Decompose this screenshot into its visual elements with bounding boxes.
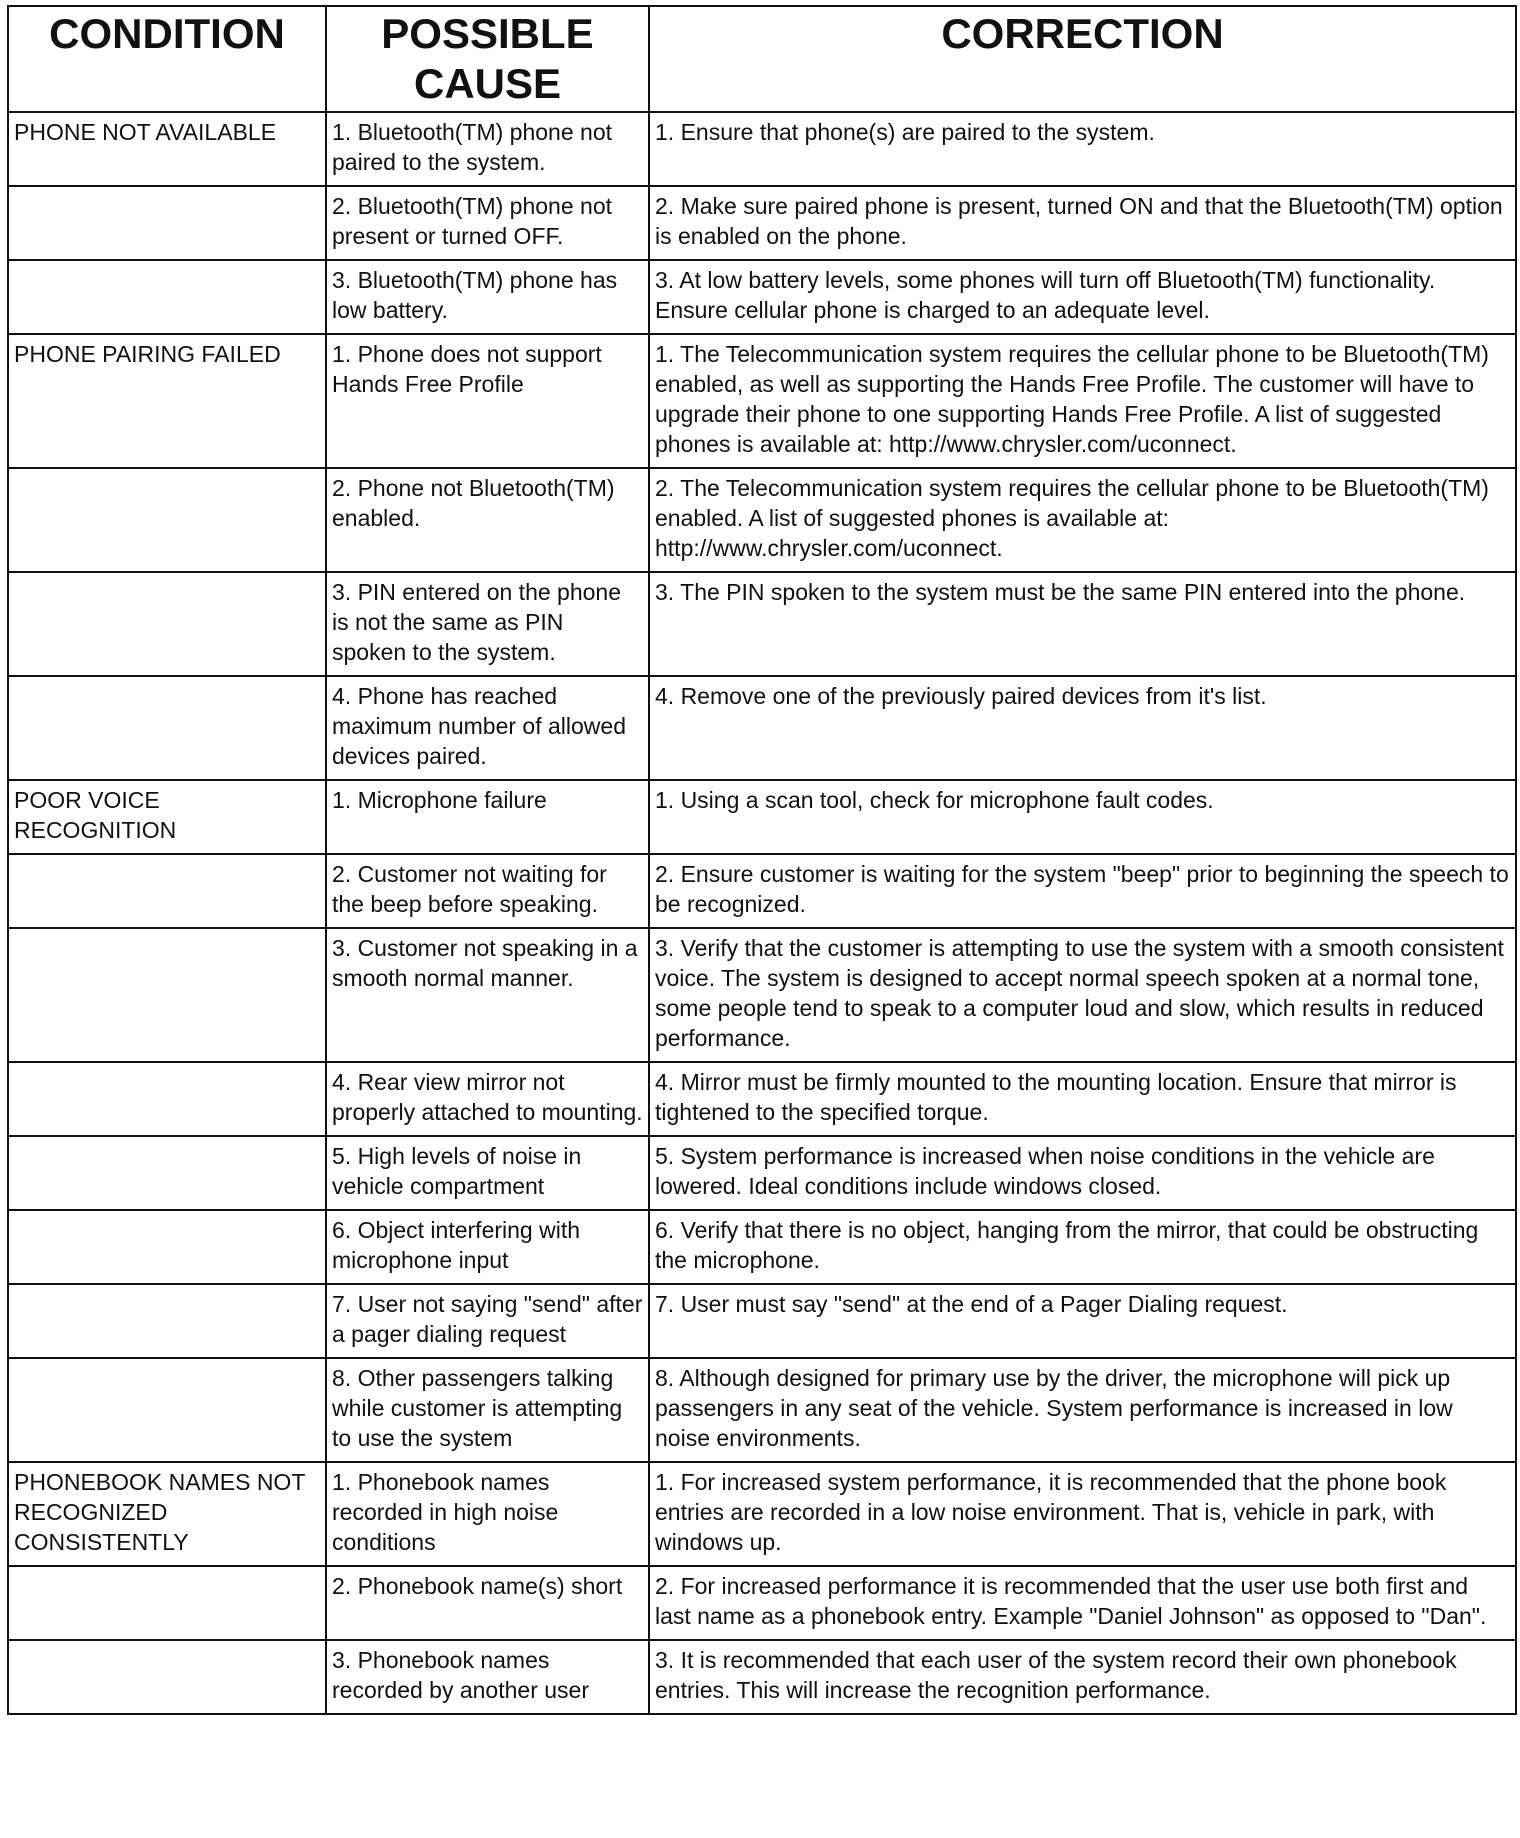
- correction-cell: 3. The PIN spoken to the system must be the same PIN entered into the phone.: [649, 572, 1516, 676]
- table-body: [8, 112, 1516, 1714]
- header-condition: CONDITION: [8, 6, 326, 112]
- cause-cell: 2. Customer not waiting for the beep before speaking.: [326, 854, 649, 928]
- condition-cell: [8, 572, 326, 676]
- table-row: [8, 928, 1516, 1062]
- troubleshooting-table: [7, 5, 1517, 1715]
- cause-cell: 8. Other passengers talking while customer is attempting to use the system: [326, 1358, 649, 1462]
- condition-cell: PHONE PAIRING FAILED: [8, 334, 326, 468]
- cause-cell: 3. Phonebook names recorded by another user: [326, 1640, 649, 1714]
- condition-cell: [8, 1566, 326, 1640]
- header-possible-cause: POSSIBLE CAUSE: [326, 6, 649, 112]
- condition-cell: [8, 928, 326, 1062]
- correction-cell: 1. Using a scan tool, check for microphone fault codes.: [649, 780, 1516, 854]
- cause-cell: 2. Bluetooth(TM) phone not present or turned OFF.: [326, 186, 649, 260]
- table-row: [8, 1462, 1516, 1566]
- condition-cell: [8, 260, 326, 334]
- cause-cell: 1. Phonebook names recorded in high noise conditions: [326, 1462, 649, 1566]
- table-row: [8, 112, 1516, 186]
- condition-cell: [8, 468, 326, 572]
- table-row: [8, 1136, 1516, 1210]
- table-row: [8, 1210, 1516, 1284]
- cause-cell: 3. PIN entered on the phone is not the same as PIN spoken to the system.: [326, 572, 649, 676]
- table-row: [8, 1062, 1516, 1136]
- cause-cell: 3. Bluetooth(TM) phone has low battery.: [326, 260, 649, 334]
- condition-cell: [8, 1358, 326, 1462]
- correction-cell: 2. Make sure paired phone is present, turned ON and that the Bluetooth(TM) option is enabled on the phone.: [649, 186, 1516, 260]
- table-row: [8, 676, 1516, 780]
- table-row: [8, 572, 1516, 676]
- correction-cell: 8. Although designed for primary use by the driver, the microphone will pick up passengers in any seat of the vehicle. System performance is increased in low noise environments.: [649, 1358, 1516, 1462]
- correction-cell: 1. Ensure that phone(s) are paired to the system.: [649, 112, 1516, 186]
- condition-cell: [8, 676, 326, 780]
- table-row: [8, 334, 1516, 468]
- cause-cell: 4. Phone has reached maximum number of allowed devices paired.: [326, 676, 649, 780]
- correction-cell: 3. Verify that the customer is attempting to use the system with a smooth consistent voice. The system is designed to accept normal speech spoken at a normal tone, some people tend to speak to a computer loud and slow, which results in reduced performance.: [649, 928, 1516, 1062]
- correction-cell: 3. At low battery levels, some phones will turn off Bluetooth(TM) functionality. Ensure cellular phone is charged to an adequate level.: [649, 260, 1516, 334]
- condition-cell: [8, 854, 326, 928]
- table-row: [8, 780, 1516, 854]
- cause-cell: 1. Bluetooth(TM) phone not paired to the system.: [326, 112, 649, 186]
- condition-cell: [8, 186, 326, 260]
- table-row: [8, 1284, 1516, 1358]
- cause-cell: 5. High levels of noise in vehicle compartment: [326, 1136, 649, 1210]
- cause-cell: 6. Object interfering with microphone input: [326, 1210, 649, 1284]
- header-correction: CORRECTION: [649, 6, 1516, 112]
- cause-cell: 1. Phone does not support Hands Free Profile: [326, 334, 649, 468]
- correction-cell: 1. The Telecommunication system requires the cellular phone to be Bluetooth(TM) enabled, as well as supporting the Hands Free Profile. The customer will have to upgrade their phone to one supporting Hands Free Profile. A list of suggested phones is available at: http://www.chrysler.com/uconnect.: [649, 334, 1516, 468]
- correction-cell: 3. It is recommended that each user of the system record their own phonebook entries. This will increase the recognition performance.: [649, 1640, 1516, 1714]
- table-row: [8, 260, 1516, 334]
- correction-cell: 6. Verify that there is no object, hanging from the mirror, that could be obstructing the microphone.: [649, 1210, 1516, 1284]
- table-row: [8, 1566, 1516, 1640]
- correction-cell: 1. For increased system performance, it is recommended that the phone book entries are recorded in a low noise environment. That is, vehicle in park, with windows up.: [649, 1462, 1516, 1566]
- cause-cell: 1. Microphone failure: [326, 780, 649, 854]
- table-row: [8, 186, 1516, 260]
- correction-cell: 2. For increased performance it is recommended that the user use both first and last name as a phonebook entry. Example "Daniel Johnson" as opposed to "Dan".: [649, 1566, 1516, 1640]
- cause-cell: 7. User not saying "send" after a pager dialing request: [326, 1284, 649, 1358]
- table-row: [8, 468, 1516, 572]
- cause-cell: 4. Rear view mirror not properly attached to mounting.: [326, 1062, 649, 1136]
- correction-cell: 7. User must say "send" at the end of a Pager Dialing request.: [649, 1284, 1516, 1358]
- condition-cell: [8, 1062, 326, 1136]
- table-row: [8, 1640, 1516, 1714]
- cause-cell: 2. Phonebook name(s) short: [326, 1566, 649, 1640]
- condition-cell: PHONE NOT AVAILABLE: [8, 112, 326, 186]
- header-row: [8, 6, 1516, 112]
- condition-cell: [8, 1284, 326, 1358]
- table-row: [8, 854, 1516, 928]
- table-row: [8, 1358, 1516, 1462]
- correction-cell: 5. System performance is increased when noise conditions in the vehicle are lowered. Ideal conditions include windows closed.: [649, 1136, 1516, 1210]
- condition-cell: PHONEBOOK NAMES NOT RECOGNIZED CONSISTENTLY: [8, 1462, 326, 1566]
- correction-cell: 4. Mirror must be firmly mounted to the mounting location. Ensure that mirror is tightened to the specified torque.: [649, 1062, 1516, 1136]
- condition-cell: POOR VOICE RECOGNITION: [8, 780, 326, 854]
- correction-cell: 2. The Telecommunication system requires the cellular phone to be Bluetooth(TM) enabled. A list of suggested phones is available at: http://www.chrysler.com/uconnect.: [649, 468, 1516, 572]
- condition-cell: [8, 1210, 326, 1284]
- condition-cell: [8, 1640, 326, 1714]
- condition-cell: [8, 1136, 326, 1210]
- correction-cell: 4. Remove one of the previously paired devices from it's list.: [649, 676, 1516, 780]
- cause-cell: 2. Phone not Bluetooth(TM) enabled.: [326, 468, 649, 572]
- correction-cell: 2. Ensure customer is waiting for the system "beep" prior to beginning the speech to be recognized.: [649, 854, 1516, 928]
- cause-cell: 3. Customer not speaking in a smooth normal manner.: [326, 928, 649, 1062]
